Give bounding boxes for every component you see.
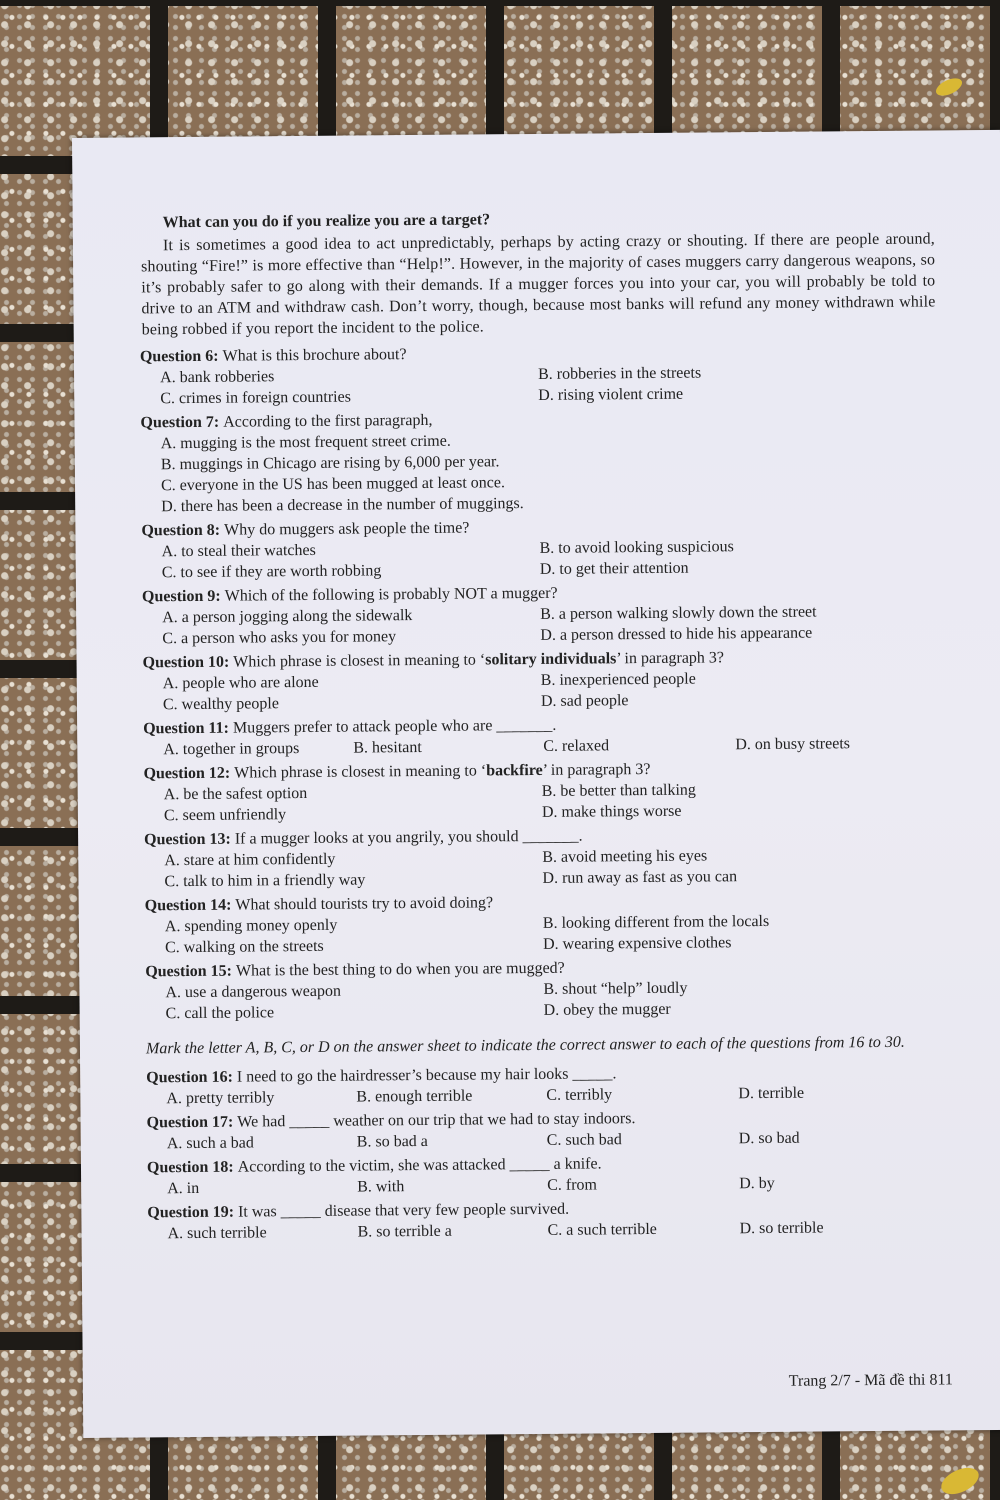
- question-block: [143, 1195, 943, 1244]
- question-label: Question 12:: [143, 764, 235, 783]
- answer-option[interactable]: B. inexperienced people: [540, 670, 696, 689]
- highlighted-phrase: backfire: [486, 761, 543, 780]
- question-block: [143, 1105, 943, 1154]
- answer-option[interactable]: B. with: [357, 1178, 405, 1196]
- question-stem: Question 15: What is the best thing to do when you are mugged?: [145, 959, 565, 981]
- exam-page: [72, 130, 1000, 1438]
- answer-option[interactable]: A. such terrible: [167, 1224, 267, 1243]
- question-block: [136, 339, 937, 409]
- answer-option[interactable]: D. terrible: [738, 1084, 805, 1103]
- answer-option[interactable]: C. call the police: [165, 1004, 275, 1023]
- answer-option[interactable]: C. to see if they are worth robbing: [161, 562, 382, 582]
- answer-option[interactable]: A. a person jogging along the sidewalk: [162, 607, 413, 627]
- answer-option[interactable]: D. so terrible: [739, 1219, 824, 1238]
- answer-option[interactable]: D. obey the mugger: [543, 1000, 671, 1019]
- answer-option[interactable]: D. make things worse: [541, 802, 682, 821]
- answer-option[interactable]: A. such a bad: [166, 1134, 254, 1153]
- answer-option[interactable]: D. to get their attention: [539, 559, 689, 578]
- answer-option[interactable]: A. together in groups: [163, 740, 300, 759]
- question-label: Question 13:: [144, 830, 235, 849]
- question-block: [140, 822, 941, 892]
- answer-options: [165, 975, 941, 1024]
- answer-option[interactable]: A. mugging is the most frequent street crime.: [160, 432, 451, 453]
- answer-options: [163, 666, 939, 715]
- answer-option[interactable]: C. everyone in the US has been mugged at least once.: [160, 474, 506, 495]
- answer-options: [162, 600, 938, 649]
- answer-option[interactable]: A. to steal their watches: [161, 541, 316, 561]
- answer-option[interactable]: B. so bad a: [356, 1132, 428, 1151]
- question-label: Question 11:: [143, 719, 234, 738]
- leaf-decoration: [937, 1463, 983, 1500]
- questions-16-19: [142, 1060, 944, 1244]
- question-stem: Question 11: Muggers prefer to attack people who are _______.: [143, 716, 557, 738]
- highlighted-phrase: solitary individuals: [485, 650, 617, 669]
- question-stem: Question 10: Which phrase is closest in meaning to ‘solitary individuals’ in paragraph 3?: [142, 649, 725, 672]
- answer-option[interactable]: C. relaxed: [543, 737, 610, 755]
- answer-options: [162, 534, 938, 583]
- question-stem: Question 7: According to the first paragraph,: [140, 411, 433, 432]
- instruction-text: Mark the letter A, B, C, or D on the answer sheet to indicate the correct answer to each of the questions from 16 to 30.: [145, 1033, 905, 1058]
- question-stem: Question 17: We had _____ weather on our trip that we had to stay indoors.: [146, 1110, 636, 1132]
- question-block: [142, 1060, 942, 1109]
- question-block: [143, 1150, 943, 1199]
- question-label: Question 6:: [139, 347, 223, 366]
- section-heading: What can you do if you realize you are a target?: [162, 211, 491, 232]
- answer-option[interactable]: B. hesitant: [353, 738, 422, 757]
- answer-option[interactable]: D. so bad: [738, 1129, 800, 1148]
- question-stem: Question 16: I need to go the hairdresser’s because my hair looks _____.: [146, 1065, 617, 1087]
- answer-option[interactable]: A. use a dangerous weapon: [165, 982, 342, 1002]
- answer-options: [160, 360, 936, 409]
- answer-option[interactable]: D. run away as fast as you can: [542, 868, 738, 887]
- answer-option[interactable]: D. there has been a decrease in the number of muggings.: [161, 495, 524, 516]
- answer-option[interactable]: D. rising violent crime: [538, 385, 684, 404]
- answer-option[interactable]: B. shout “help” loudly: [543, 979, 688, 998]
- question-block: [138, 579, 939, 649]
- answer-option[interactable]: B. avoid meeting his eyes: [542, 847, 708, 866]
- question-block: [141, 888, 942, 958]
- question-stem: Question 14: What should tourists try to avoid doing?: [144, 894, 494, 915]
- answer-options: [161, 426, 938, 517]
- questions-6-15: [136, 339, 942, 1024]
- answer-option[interactable]: D. wearing expensive clothes: [542, 934, 732, 953]
- answer-option[interactable]: C. talk to him in a friendly way: [164, 871, 366, 891]
- question-stem: Question 13: If a mugger looks at you angrily, you should _______.: [144, 827, 583, 849]
- question-label: Question 16:: [146, 1068, 237, 1087]
- answer-option[interactable]: D. sad people: [540, 692, 629, 710]
- question-block: [138, 645, 939, 715]
- answer-option[interactable]: C. a such terrible: [547, 1220, 657, 1239]
- answer-option[interactable]: B. to avoid looking suspicious: [539, 538, 734, 557]
- answer-option[interactable]: B. muggings in Chicago are rising by 6,000 per year.: [160, 453, 500, 474]
- answer-option[interactable]: C. seem unfriendly: [163, 806, 287, 825]
- question-label: Question 8:: [141, 521, 225, 540]
- answer-option[interactable]: A. bank robberies: [160, 368, 275, 387]
- answer-option[interactable]: A. in: [167, 1179, 200, 1198]
- question-stem: Question 6: What is this brochure about?: [139, 346, 407, 366]
- answer-option[interactable]: A. be the safest option: [163, 784, 308, 804]
- answer-option[interactable]: D. on busy streets: [735, 735, 851, 754]
- question-label: Question 14:: [144, 896, 236, 915]
- answer-options: [165, 909, 941, 958]
- answer-option[interactable]: D. a person dressed to hide his appearance: [540, 624, 813, 644]
- question-block: [139, 711, 939, 760]
- answer-option[interactable]: B. a person walking slowly down the street: [540, 603, 817, 623]
- answer-option[interactable]: A. spending money openly: [164, 916, 338, 936]
- answer-option[interactable]: C. a person who asks you for money: [162, 628, 397, 648]
- question-block: [141, 954, 942, 1024]
- question-stem: Question 9: Which of the following is probably NOT a mugger?: [141, 584, 558, 606]
- answer-option[interactable]: A. stare at him confidently: [164, 850, 336, 870]
- answer-option[interactable]: B. enough terrible: [356, 1087, 473, 1106]
- question-label: Question 9:: [141, 587, 225, 606]
- question-stem: Question 12: Which phrase is closest in meaning to ‘backfire’ in paragraph 3?: [143, 760, 651, 783]
- question-block: [136, 405, 937, 517]
- question-label: Question 18:: [146, 1158, 238, 1177]
- answer-option[interactable]: A. pretty terribly: [166, 1089, 275, 1108]
- answer-option[interactable]: C. crimes in foreign countries: [160, 388, 351, 408]
- answer-options: [164, 843, 940, 892]
- answer-option[interactable]: C. such bad: [546, 1131, 622, 1149]
- page-content: [135, 205, 944, 1244]
- answer-option[interactable]: C. walking on the streets: [164, 937, 324, 957]
- question-label: Question 10:: [142, 653, 234, 672]
- question-stem: Question 18: According to the victim, she was attacked _____ a knife.: [146, 1155, 602, 1177]
- answer-options: [164, 777, 940, 826]
- question-stem: Question 19: It was _____ disease that very few people survived.: [147, 1200, 570, 1222]
- answer-option[interactable]: C. terribly: [546, 1086, 613, 1104]
- question-block: [137, 513, 938, 583]
- question-block: [139, 756, 940, 826]
- question-label: Question 15:: [145, 962, 237, 981]
- question-label: Question 7:: [140, 413, 224, 432]
- question-label: Question 17:: [146, 1113, 238, 1132]
- leaf-decoration: [933, 75, 964, 100]
- answer-option[interactable]: A. people who are alone: [162, 673, 319, 693]
- answer-option[interactable]: B. so terrible a: [357, 1222, 452, 1241]
- answer-option[interactable]: C. from: [547, 1176, 598, 1194]
- answer-option[interactable]: B. looking different from the locals: [542, 912, 770, 932]
- question-label: Question 19:: [147, 1203, 239, 1222]
- answer-option[interactable]: B. robberies in the streets: [538, 364, 702, 383]
- answer-option[interactable]: D. by: [739, 1174, 775, 1193]
- question-stem: Question 8: Why do muggers ask people the time?: [141, 519, 470, 540]
- reading-paragraph: It is sometimes a good idea to act unpredictably, perhaps by acting crazy or shouting. If there are people around, shouting “Fire!” is more effective than “Help!”. However, in the majority of cases muggers carry dangerous weapons, so it’s probably safer to go along with their demands. If a mugger forces you into your car, you will probably be told to drive to an ATM and withdraw cash. Don’t worry, though, because most banks will refund any money withdrawn while being robbed if you report the incident to the police.: [141, 230, 936, 339]
- page-footer: Trang 2/7 - Mã đề thi 811: [788, 1371, 953, 1390]
- answer-option[interactable]: C. wealthy people: [162, 695, 279, 714]
- answer-option[interactable]: B. be better than talking: [541, 781, 696, 800]
